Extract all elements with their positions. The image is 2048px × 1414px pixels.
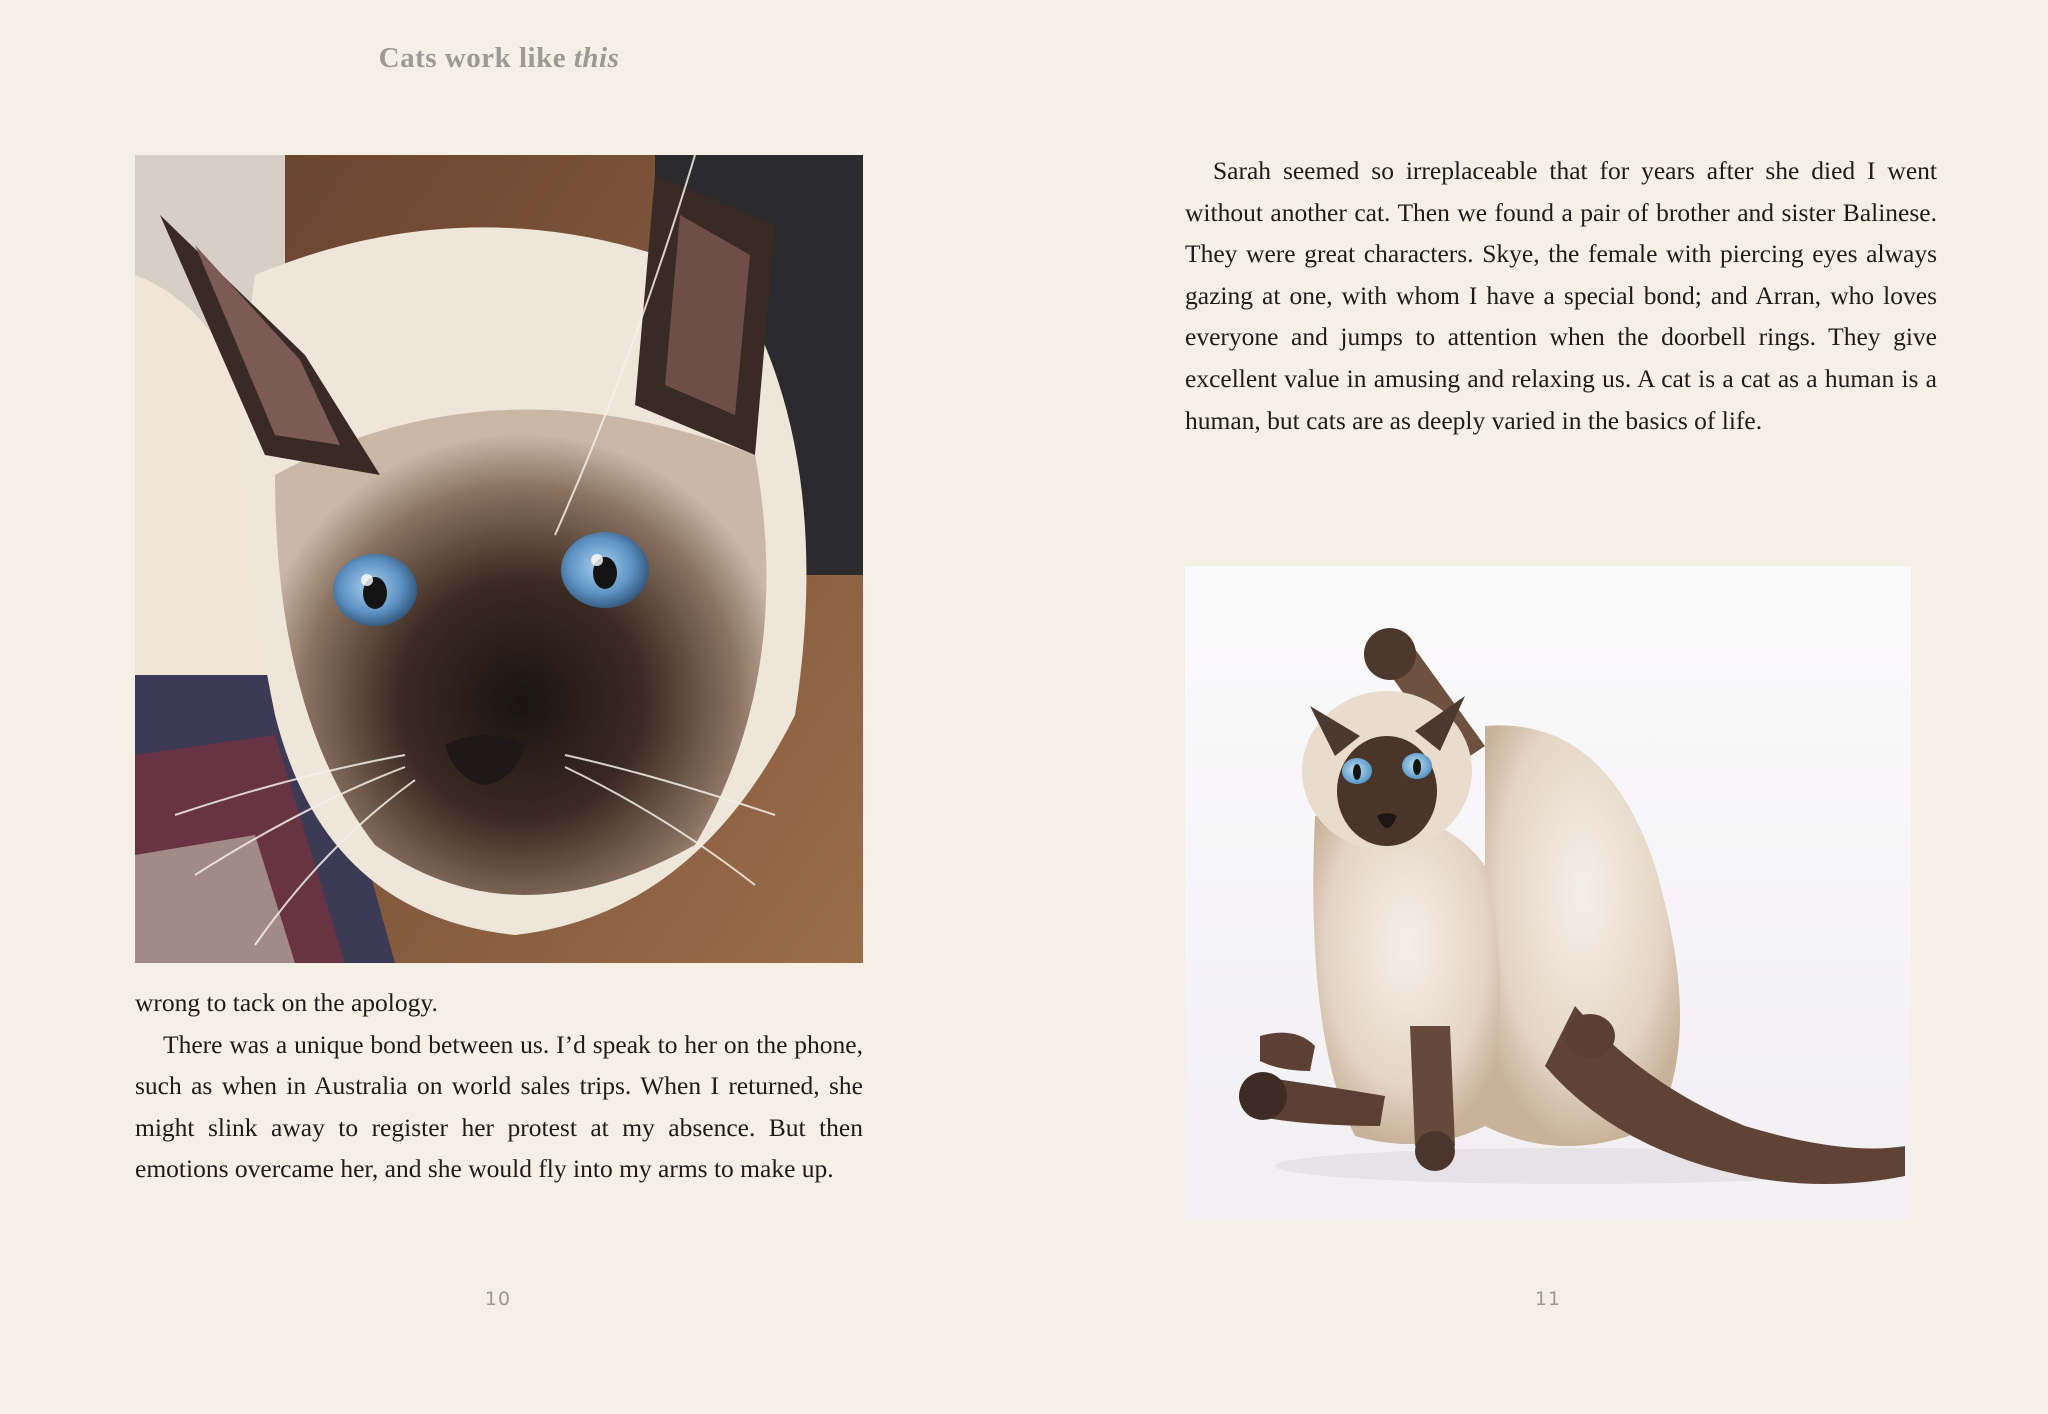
paragraph: wrong to tack on the apology.: [135, 988, 438, 1017]
running-head: [135, 42, 863, 75]
page-number: 10: [484, 1288, 512, 1310]
paragraph: There was a unique bond between us. I’d speak to her on the phone, such as when in Australia on world sales trips. When I returned, she might slink away to register her protest at my absence. But then emotions overcame her, and she would fly into my arms to make up.: [135, 1029, 863, 1184]
siamese-cat-closeup-photo: [135, 155, 863, 963]
running-head-main: Cats work like: [378, 42, 574, 74]
left-page-text: [135, 982, 863, 1190]
right-page-text: [1185, 150, 1937, 441]
right-page: [1024, 0, 2048, 1414]
running-head-italic: this: [573, 42, 620, 74]
page-number: 11: [1534, 1288, 1562, 1310]
siamese-cat-posing-photo: [1185, 566, 1911, 1220]
paragraph: Sarah seemed so irreplaceable that for years after she died I went without another cat. Then we found a pair of brother and sister Balinese. They were great characters. Skye, the female with piercing eyes always gazing at one, with whom I have a special bond; and Arran, who loves everyone and jumps to attention when the doorbell rings. They give excellent value in amusing and relaxing us. A cat is a cat as a human is a human, but cats are as deeply varied in the basics of life.: [1185, 156, 1937, 435]
